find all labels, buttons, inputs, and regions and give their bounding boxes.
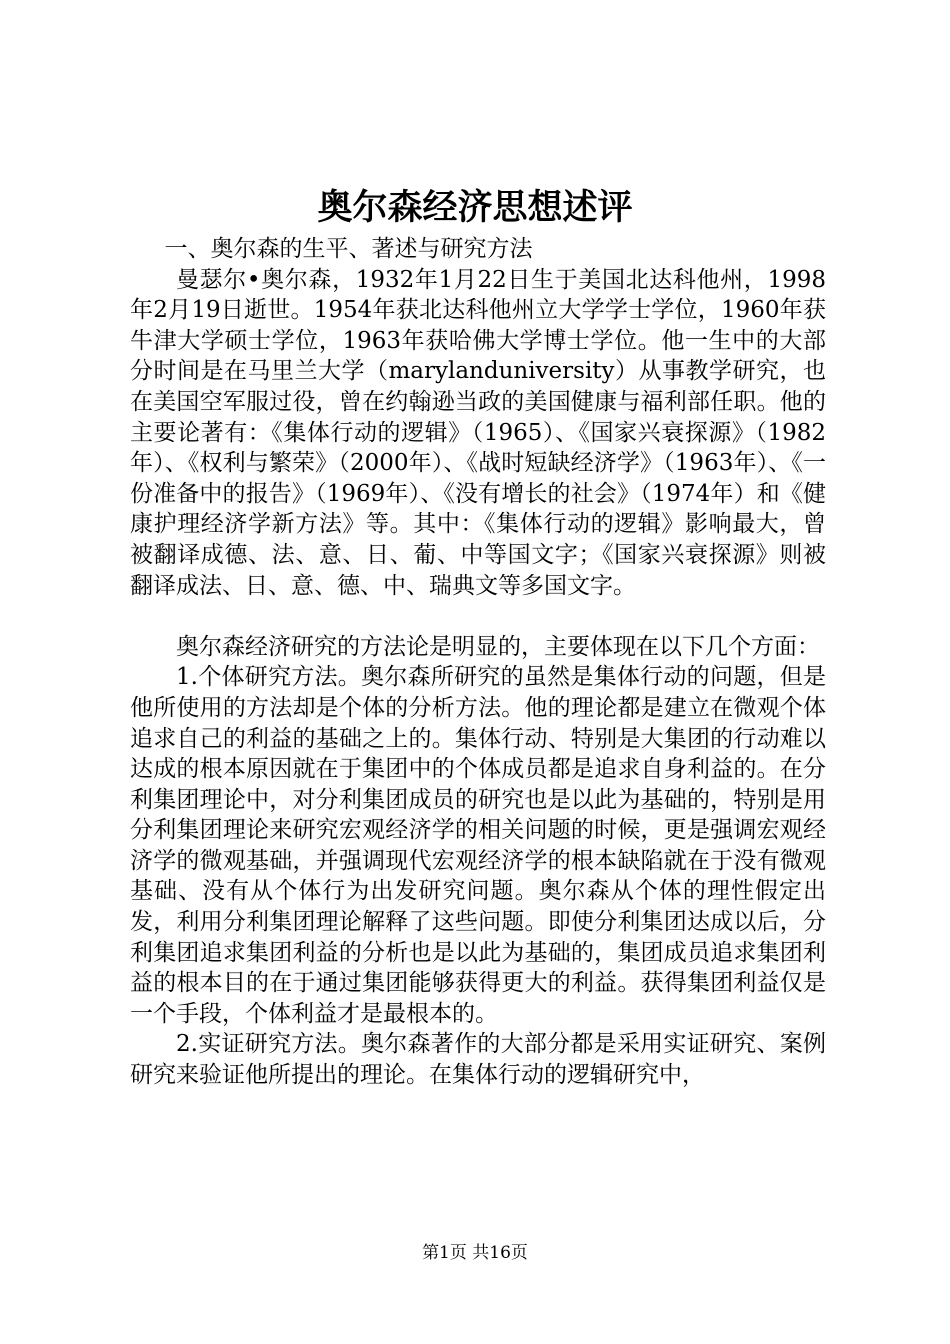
document-title: 奥尔森经济思想述评 (317, 187, 633, 228)
document-body (130, 234, 826, 1091)
section-heading: 一、奥尔森的生平、著述与研究方法 (164, 236, 533, 262)
paragraph-empirical-method: 2.实证研究方法。奥尔森著作的大部分都是采用实证研究、案例研究来验证他所提出的理论。在集体行动的逻辑研究中， (130, 1031, 826, 1089)
blank-line (130, 601, 826, 632)
page-footer: 第1页 共16页 (422, 1243, 528, 1263)
paragraph-methodology-intro: 奥尔森经济研究的方法论是明显的，主要体现在以下几个方面： (176, 633, 820, 660)
paragraph-individual-method: 1.个体研究方法。奥尔森所研究的虽然是集体行动的问题，但是他所使用的方法却是个体的分析方法。他的理论都是建立在微观个体追求自己的利益的基础之上的。集体行动、特别是大集团的行动难以达成的根本原因就在于集团中的个体成员都是追求自身利益的。在分利集团理论中，对分利集团成员的研究也是以此为基础的，特别是用分利集团理论来研究宏观经济学的相关问题的时候，更是强调宏观经济学的微观基础，并强调现代宏观经济学的根本缺陷就在于没有微观基础、没有从个体行为出发研究问题。奥尔森从个体的理性假定出发，利用分利集团理论解释了这些问题。即使分利集团达成以后，分利集团追求集团利益的分析也是以此为基础的，集团成员追求集团利益的根本目的在于通过集团能够获得更大的利益。获得集团利益仅是一个手段，个体利益才是最根本的。 (130, 664, 826, 1027)
paragraph-biography: 曼瑟尔•奥尔森，1932年1月22日生于美国北达科他州，1998年2月19日逝世。1954年获北达科他州立大学学士学位，1960年获牛津大学硕士学位，1963年获哈佛大学博士学位。他一生中的大部分时间是在马里兰大学（marylanduniversity）从事教学研究，也在美国空军服过役，曾在约翰逊当政的美国健康与福利部任职。他的主要论著有：《集体行动的逻辑》（1965）、《国家兴衰探源》（1982年）、《权利与繁荣》（2000年）、《战时短缺经济学》（1963年）、《一份准备中的报告》（1969年）、《没有增长的社会》（1974年）和《健康护理经济学新方法》等。其中：《集体行动的逻辑》影响最大，曾被翻译成德、法、意、日、葡、中等国文字；《国家兴衰探源》则被翻译成法、日、意、德、中、瑞典文等多国文字。 (130, 266, 826, 599)
